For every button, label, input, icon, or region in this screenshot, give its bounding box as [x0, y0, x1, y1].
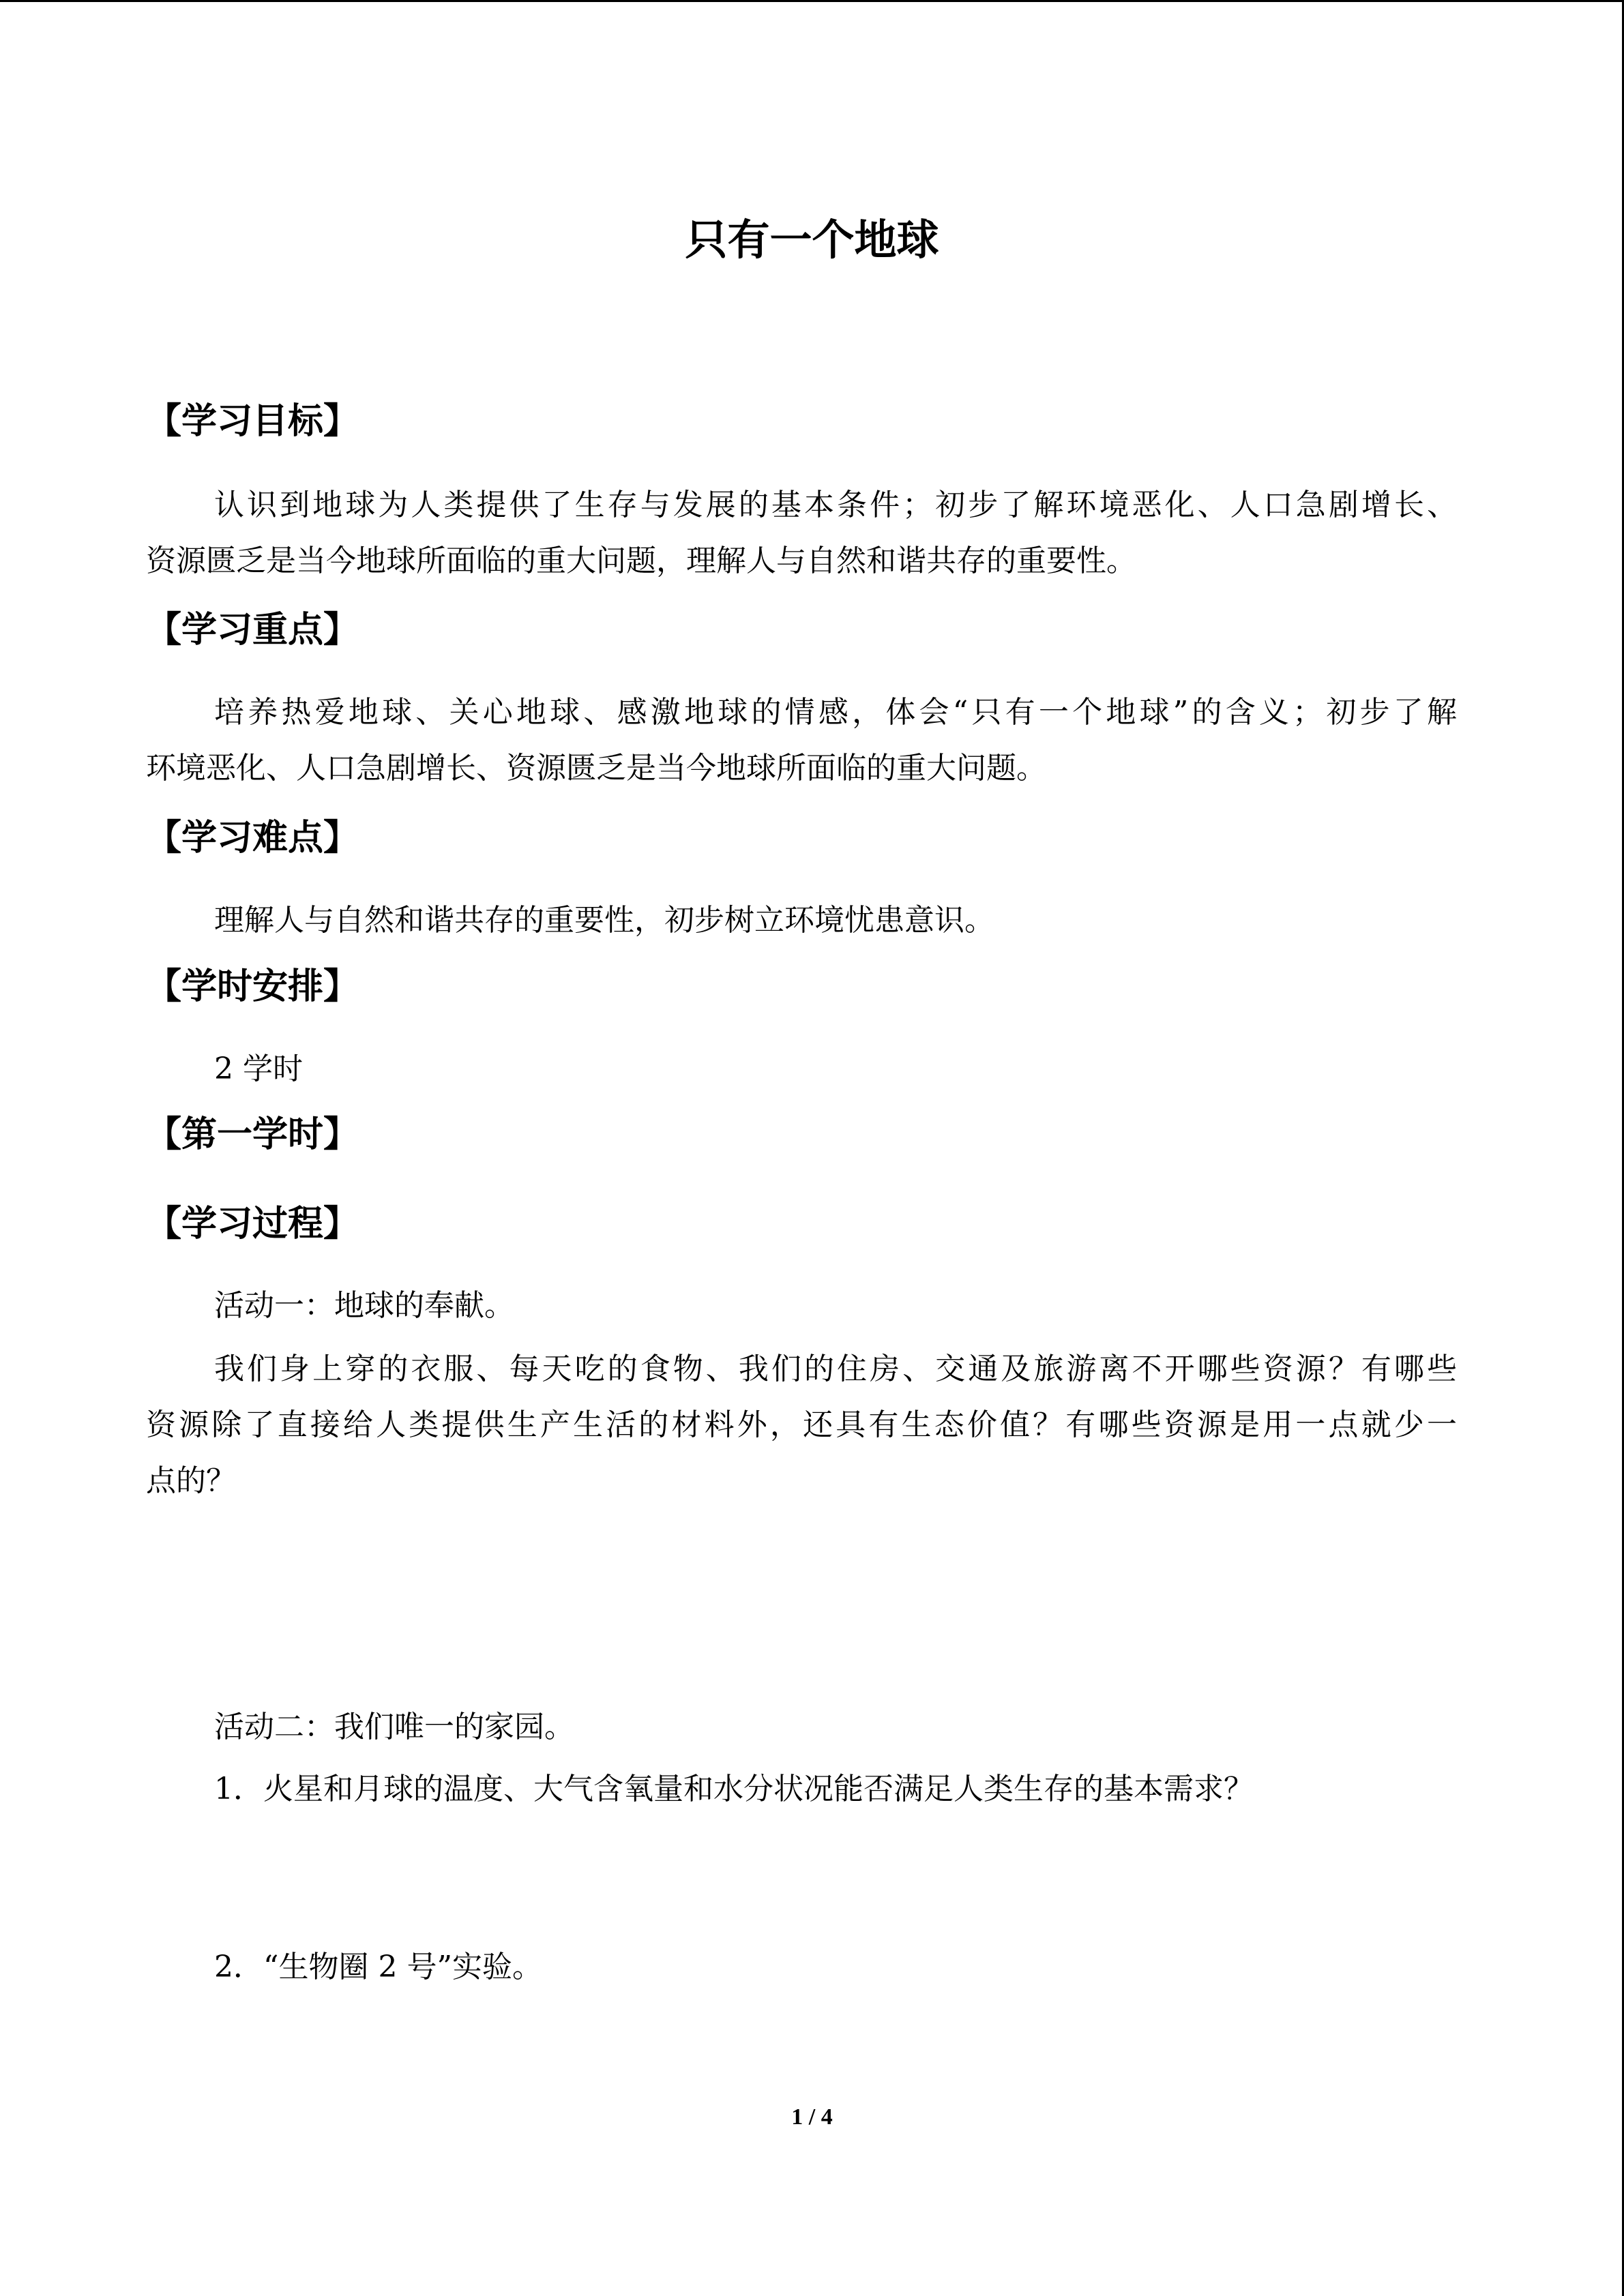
- key-points-line-2: 环境恶化、人口急剧增长、资源匮乏是当今地球所面临的重大问题。: [146, 751, 1046, 786]
- activity2-title: 活动二：我们唯一的家园。: [214, 1710, 574, 1744]
- schedule-text: 2 学时: [214, 1052, 303, 1086]
- heading-first-period: 【第一学时】: [146, 1114, 359, 1155]
- page-number: 1 / 4: [791, 2104, 833, 2130]
- activity1-line-2: 资源除了直接给人类提供生产生活的材料外，还具有生态价值？有哪些资源是用一点就少一: [146, 1407, 1457, 1442]
- heading-difficulties: 【学习难点】: [146, 818, 359, 859]
- activity1-title: 活动一：地球的奉献。: [214, 1288, 514, 1323]
- heading-objectives: 【学习目标】: [146, 401, 359, 442]
- heading-key-points: 【学习重点】: [146, 610, 359, 651]
- objectives-line-1: 认识到地球为人类提供了生存与发展的基本条件；初步了解环境恶化、人口急剧增长、: [214, 488, 1457, 522]
- objectives-paragraph: [146, 477, 1457, 589]
- difficulties-text: 理解人与自然和谐共存的重要性，初步树立环境忧患意识。: [214, 903, 994, 938]
- activity1-line-1: 我们身上穿的衣服、每天吃的食物、我们的住房、交通及旅游离不开哪些资源？有哪些: [214, 1352, 1457, 1386]
- page-title: 只有一个地球: [685, 215, 939, 265]
- key-points-line-1: 培养热爱地球、关心地球、感激地球的情感，体会“只有一个地球”的含义；初步了解: [214, 695, 1457, 730]
- activity1-line-3: 点的？: [146, 1463, 236, 1498]
- activity1-paragraph: [146, 1341, 1457, 1509]
- key-points-paragraph: [146, 685, 1457, 796]
- objectives-line-2: 资源匮乏是当今地球所面临的重大问题，理解人与自然和谐共存的重要性。: [146, 543, 1136, 578]
- heading-schedule: 【学时安排】: [146, 966, 359, 1007]
- activity2-question-1: 1．火星和月球的温度、大气含氧量和水分状况能否满足人类生存的基本需求？: [214, 1772, 1254, 1806]
- heading-process: 【学习过程】: [146, 1204, 359, 1244]
- activity2-question-2: 2．“生物圈 2 号”实验。: [214, 1950, 542, 1984]
